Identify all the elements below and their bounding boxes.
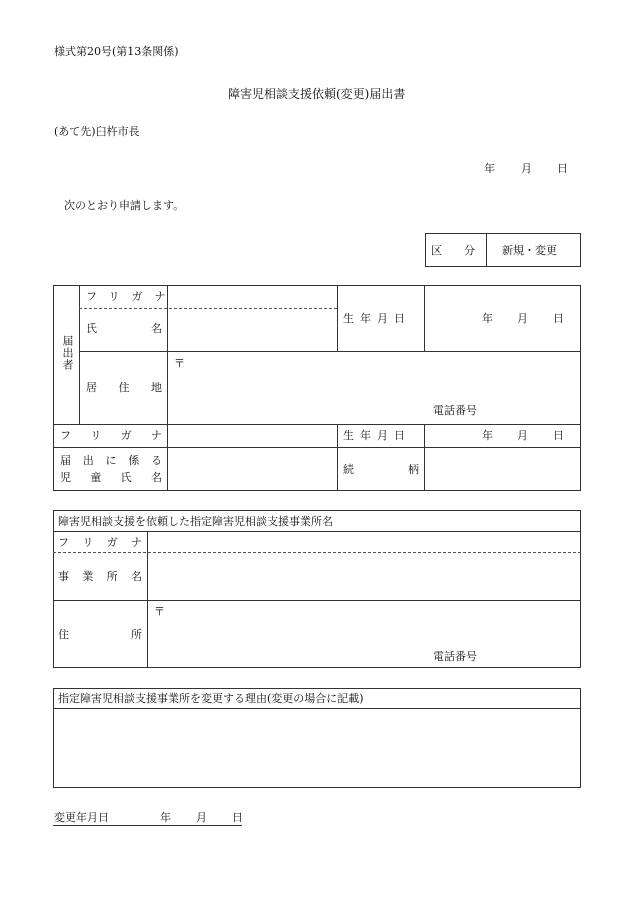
child-name-label-line2: 児 童 氏 名	[60, 471, 162, 484]
child-relation-field[interactable]	[425, 448, 580, 491]
applicant-furigana-field[interactable]	[168, 286, 337, 308]
child-name-label-line1: 届 出 に 係 る	[60, 454, 162, 467]
office-furigana-field[interactable]	[148, 532, 580, 552]
change-date-label: 変更年月日	[54, 811, 109, 824]
category-value[interactable]: 新規・変更	[502, 244, 557, 257]
applicant-residence-label: 居 住 地	[86, 381, 162, 394]
applicant-postal-mark: 〒	[174, 357, 185, 370]
office-name-label: 事 業 所 名	[58, 570, 142, 583]
addressee: (あて先)臼杵市長	[54, 125, 140, 138]
applicant-section-divider	[79, 285, 80, 424]
change-date-year: 年	[160, 811, 171, 824]
change-date-day: 日	[232, 811, 243, 824]
child-birth-month: 月	[517, 429, 528, 442]
child-relation-label: 続 柄	[343, 463, 419, 476]
office-postal-mark: 〒	[154, 605, 165, 618]
applicant-furigana-label: フリガナ	[86, 290, 178, 303]
office-header: 障害児相談支援を依頼した指定障害児相談支援事業所名	[58, 515, 333, 528]
applicant-birth-field[interactable]	[425, 286, 580, 351]
child-column-divider	[337, 424, 338, 491]
child-furigana-label: フ リ ガ ナ	[60, 429, 162, 442]
reason-field[interactable]	[54, 709, 580, 788]
applicant-name-label: 氏 名	[86, 322, 162, 335]
office-address-label: 住 所	[58, 628, 142, 641]
office-name-field[interactable]	[148, 553, 580, 600]
applicant-birth-day: 日	[553, 312, 564, 325]
category-label: 区 分	[431, 244, 475, 257]
applicant-birth-month: 月	[517, 312, 528, 325]
date-day: 日	[557, 162, 568, 175]
change-date-underline	[53, 825, 242, 826]
form-title: 障害児相談支援依頼(変更)届出書	[228, 87, 406, 101]
applicant-birth-year: 年	[482, 312, 493, 325]
applicant-name-field[interactable]	[168, 309, 337, 351]
category-divider	[486, 233, 487, 267]
reason-header: 指定障害児相談支援事業所を変更する理由(変更の場合に記載)	[58, 692, 364, 705]
applicant-birth-label: 生年月日	[343, 312, 411, 325]
child-name-field[interactable]	[168, 448, 337, 491]
office-furigana-label: フ リ ガ ナ	[58, 536, 142, 549]
child-birth-year: 年	[482, 429, 493, 442]
date-month: 月	[521, 162, 532, 175]
office-address-field[interactable]	[148, 601, 580, 668]
form-number: 様式第20号(第13条関係)	[54, 45, 179, 58]
applicant-residence-field[interactable]	[168, 352, 580, 424]
change-date-month: 月	[196, 811, 207, 824]
office-phone-label: 電話番号	[433, 650, 477, 663]
applicant-section-label: 届出者	[61, 335, 74, 371]
intro-text: 次のとおり申請します。	[64, 199, 185, 212]
birth-column-divider	[337, 285, 338, 351]
child-furigana-field[interactable]	[168, 425, 337, 447]
child-birth-label: 生年月日	[343, 429, 411, 442]
child-birth-day: 日	[553, 429, 564, 442]
date-year: 年	[484, 162, 495, 175]
applicant-phone-label: 電話番号	[433, 404, 477, 417]
